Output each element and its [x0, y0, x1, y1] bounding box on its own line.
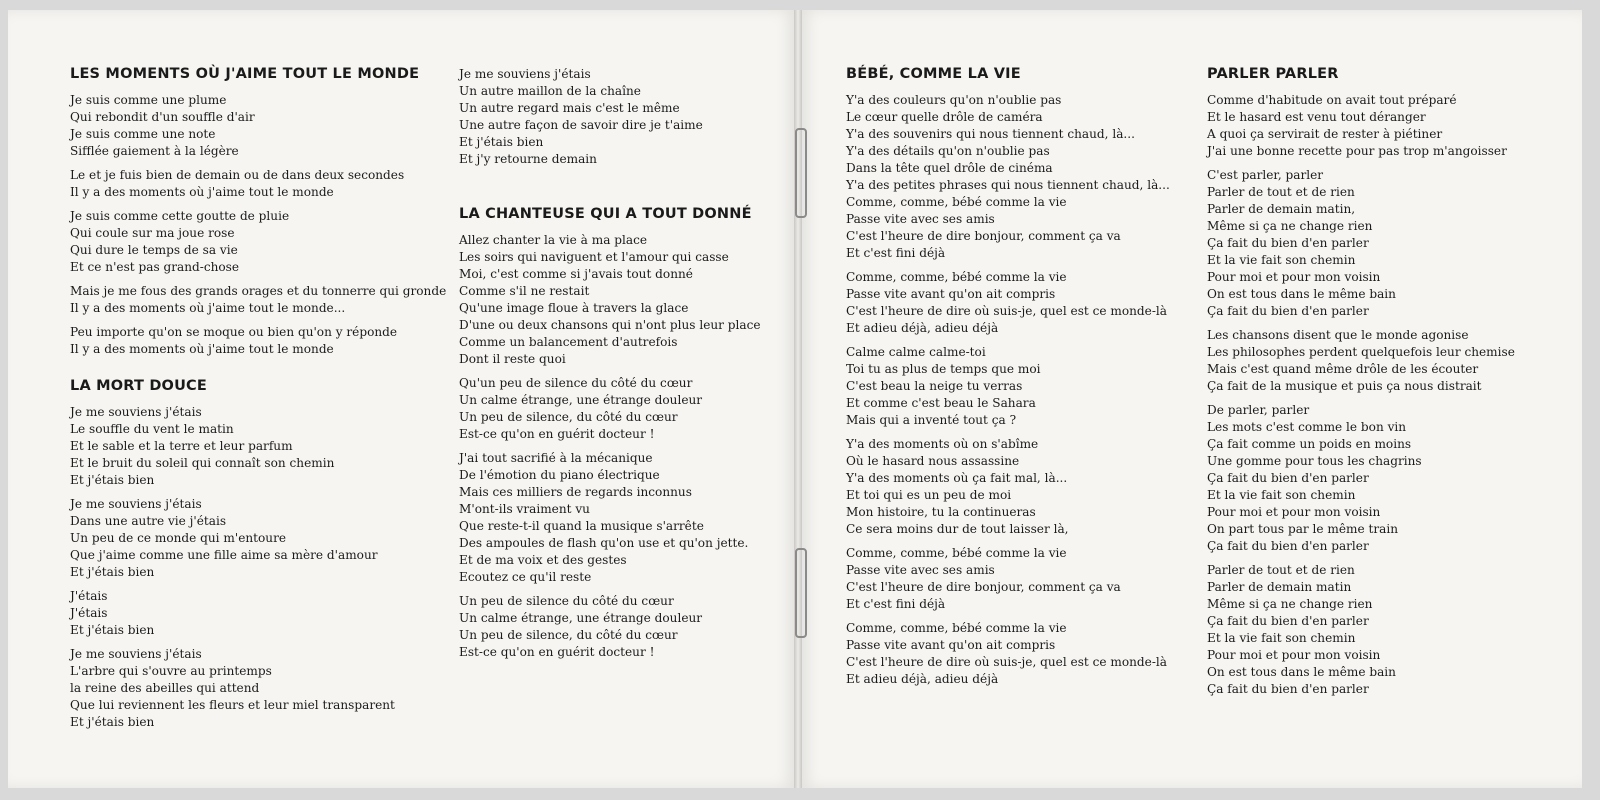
lyric-line: Et comme c'est beau le Sahara [846, 396, 1036, 410]
lyric-line: Que lui reviennent les fleurs et leur miel transparent [70, 698, 395, 712]
lyric-line: Y'a des moments où on s'abîme [846, 437, 1039, 451]
song-title: PARLER PARLER [1207, 66, 1339, 82]
lyric-line: Les soirs qui naviguent et l'amour qui casse [459, 250, 729, 264]
lyric-line: Ecoutez ce qu'il reste [459, 570, 592, 584]
lyric-line: Ça fait du bien d'en parler [1207, 614, 1369, 628]
lyric-line: Qui rebondit d'un souffle d'air [70, 110, 255, 124]
lyric-line: Et j'étais bien [459, 135, 544, 149]
lyric-line: Un calme étrange, une étrange douleur [459, 393, 703, 407]
lyric-line: Un peu de silence, du côté du cœur [459, 410, 678, 424]
song-lyrics [1207, 92, 1537, 698]
lyric-line: C'est beau la neige tu verras [846, 379, 1023, 393]
lyric-line: On est tous dans le même bain [1207, 665, 1396, 679]
lyric-line: Calme calme calme-toi [846, 345, 986, 359]
lyric-line: Comme s'il ne restait [459, 284, 590, 298]
stanza [70, 324, 430, 358]
lyric-line: Pour moi et pour mon voisin [1207, 270, 1381, 284]
lyric-line: Y'a des petites phrases qui nous tiennent chaud, là... [846, 178, 1170, 192]
lyric-line: Dans la tête quel drôle de cinéma [846, 161, 1053, 175]
lyric-line: Y'a des couleurs qu'on n'oublie pas [846, 93, 1062, 107]
lyric-line: Et j'étais bien [70, 715, 155, 729]
lyric-line: Dont il reste quoi [459, 352, 566, 366]
lyric-line: Ça fait du bien d'en parler [1207, 304, 1369, 318]
lyric-line: Je me souviens j'étais [70, 405, 202, 419]
lyric-line: Un peu de ce monde qui m'entoure [70, 531, 287, 545]
lyric-line: Un autre regard mais c'est le même [459, 101, 680, 115]
lyric-line: Parler de demain matin [1207, 580, 1352, 594]
lyric-line: Le souffle du vent le matin [70, 422, 234, 436]
lyric-line: Je me souviens j'étais [70, 497, 202, 511]
lyric-line: Les mots c'est comme le bon vin [1207, 420, 1407, 434]
lyric-line: Et adieu déjà, adieu déjà [846, 672, 999, 686]
stanza [1207, 562, 1537, 698]
lyric-line: A quoi ça servirait de rester à piétiner [1207, 127, 1443, 141]
stanza [70, 588, 430, 639]
lyric-line: Mais qui a inventé tout ça ? [846, 413, 1017, 427]
lyric-line: Et adieu déjà, adieu déjà [846, 321, 999, 335]
lyric-line: Une gomme pour tous les chagrins [1207, 454, 1422, 468]
lyric-line: Est-ce qu'on en guérit docteur ! [459, 645, 655, 659]
lyric-line: Et de ma voix et des gestes [459, 553, 627, 567]
stanza [846, 92, 1176, 262]
lyric-line: Qu'une image floue à travers la glace [459, 301, 689, 315]
lyric-line: Parler de tout et de rien [1207, 185, 1355, 199]
lyric-line: Parler de demain matin, [1207, 202, 1356, 216]
song-title: LES MOMENTS OÙ J'AIME TOUT LE MONDE [70, 66, 420, 82]
lyric-line: Je me souviens j'étais [459, 67, 591, 81]
stanza [1207, 402, 1537, 555]
lyric-line: Passe vite avec ses amis [846, 563, 995, 577]
lyric-line: J'étais [70, 606, 108, 620]
lyric-line: Parler de tout et de rien [1207, 563, 1355, 577]
stanza [1207, 92, 1537, 160]
lyric-line: J'étais [70, 589, 108, 603]
lyric-line: Y'a des détails qu'on n'oublie pas [846, 144, 1050, 158]
lyric-line: C'est parler, parler [1207, 168, 1324, 182]
lyric-line: Passe vite avant qu'on ait compris [846, 638, 1056, 652]
lyric-line: C'est l'heure de dire où suis-je, quel est ce monde-là [846, 304, 1167, 318]
booklet-spine [794, 10, 802, 788]
lyric-line: Est-ce qu'on en guérit docteur ! [459, 427, 655, 441]
stanza [846, 545, 1176, 613]
stanza [70, 404, 430, 489]
lyric-line: Passe vite avec ses amis [846, 212, 995, 226]
stanza [459, 375, 779, 443]
lyric-line: Et le sable et la terre et leur parfum [70, 439, 293, 453]
lyric-line: Qui coule sur ma joue rose [70, 226, 235, 240]
lyric-line: Et toi qui es un peu de moi [846, 488, 1012, 502]
lyric-line: De parler, parler [1207, 403, 1310, 417]
lyric-line: Ça fait du bien d'en parler [1207, 682, 1369, 696]
lyric-line: Et le bruit du soleil qui connaît son chemin [70, 456, 335, 470]
lyric-line: Allez chanter la vie à ma place [459, 233, 647, 247]
stanza [459, 66, 779, 168]
lyric-line: Comme, comme, bébé comme la vie [846, 195, 1067, 209]
lyric-line: De l'émotion du piano électrique [459, 468, 660, 482]
lyric-line: Mais je me fous des grands orages et du tonnerre qui gronde [70, 284, 447, 298]
song-parler [1207, 66, 1537, 698]
lyric-line: Et j'étais bien [70, 473, 155, 487]
lyric-line: Un autre maillon de la chaîne [459, 84, 641, 98]
lyric-line: Et c'est fini déjà [846, 246, 946, 260]
lyric-line: Les chansons disent que le monde agonise [1207, 328, 1469, 342]
song-lyrics [459, 232, 779, 661]
column-3 [846, 66, 1176, 708]
lyric-line: Et le hasard est venu tout déranger [1207, 110, 1426, 124]
stanza [70, 283, 447, 317]
lyric-line: Je me souviens j'étais [70, 647, 202, 661]
lyric-line: Et la vie fait son chemin [1207, 253, 1356, 267]
lyric-line: Je suis comme une note [70, 127, 216, 141]
stanza [459, 450, 779, 586]
lyric-line: Passe vite avant qu'on ait compris [846, 287, 1056, 301]
lyric-line: On part tous par le même train [1207, 522, 1399, 536]
lyric-line: Peu importe qu'on se moque ou bien qu'on y réponde [70, 325, 398, 339]
lyric-line: Y'a des souvenirs qui nous tiennent chaud, là... [846, 127, 1135, 141]
column-4 [1207, 66, 1537, 718]
lyric-line: Des ampoules de flash qu'on use et qu'on jette. [459, 536, 749, 550]
stanza [459, 232, 779, 368]
song-moments [70, 66, 447, 358]
lyric-line: Le et je fuis bien de demain ou de dans deux secondes [70, 168, 405, 182]
lyric-line: Mais c'est quand même drôle de les écouter [1207, 362, 1479, 376]
song-chanteuse [459, 206, 779, 661]
lyric-line: Un calme étrange, une étrange douleur [459, 611, 703, 625]
lyric-line: Comme, comme, bébé comme la vie [846, 546, 1067, 560]
lyric-line: Pour moi et pour mon voisin [1207, 648, 1381, 662]
lyric-line: C'est l'heure de dire bonjour, comment ça va [846, 229, 1121, 243]
lyric-line: Et j'étais bien [70, 565, 155, 579]
lyric-line: la reine des abeilles qui attend [70, 681, 260, 695]
lyric-line: Je suis comme cette goutte de pluie [70, 209, 290, 223]
lyric-line: J'ai une bonne recette pour pas trop m'angoisser [1207, 144, 1507, 158]
lyric-line: Comme d'habitude on avait tout préparé [1207, 93, 1457, 107]
lyric-line: Je suis comme une plume [70, 93, 227, 107]
lyric-line: Ça fait de la musique et puis ça nous distrait [1207, 379, 1482, 393]
lyric-line: Pour moi et pour mon voisin [1207, 505, 1381, 519]
song-mort-douce [70, 378, 430, 731]
lyric-line: Qu'un peu de silence du côté du cœur [459, 376, 693, 390]
lyric-line: Et c'est fini déjà [846, 597, 946, 611]
lyric-line: L'arbre qui s'ouvre au printemps [70, 664, 272, 678]
lyric-line: Ça fait du bien d'en parler [1207, 471, 1369, 485]
song-lyrics [846, 92, 1176, 688]
staple-top [795, 128, 807, 218]
lyric-line: On est tous dans le même bain [1207, 287, 1396, 301]
song-bebe [846, 66, 1176, 688]
stanza [459, 593, 779, 661]
song-lyrics [70, 92, 447, 358]
column-1 [70, 66, 447, 751]
lyric-line: Il y a des moments où j'aime tout le monde [70, 342, 334, 356]
lyric-line: Sifflée gaiement à la légère [70, 144, 239, 158]
lyric-line: Que j'aime comme une fille aime sa mère d'amour [70, 548, 378, 562]
lyric-line: Un peu de silence du côté du cœur [459, 594, 674, 608]
stanza [70, 496, 430, 581]
song-title: LA CHANTEUSE QUI A TOUT DONNÉ [459, 206, 752, 222]
lyric-line: Et la vie fait son chemin [1207, 488, 1356, 502]
lyric-line: Comme, comme, bébé comme la vie [846, 270, 1067, 284]
lyric-line: Une autre façon de savoir dire je t'aime [459, 118, 703, 132]
stanza [1207, 167, 1537, 320]
lyric-line: Ça fait du bien d'en parler [1207, 236, 1369, 250]
lyric-line: C'est l'heure de dire où suis-je, quel est ce monde-là [846, 655, 1167, 669]
stanza [70, 646, 430, 731]
lyric-line: Ça fait comme un poids en moins [1207, 437, 1412, 451]
staple-bottom [795, 548, 807, 638]
lyric-line: J'ai tout sacrifié à la mécanique [459, 451, 653, 465]
lyric-line: Où le hasard nous assassine [846, 454, 1020, 468]
song-title: LA MORT DOUCE [70, 378, 208, 394]
song-lyrics [70, 404, 430, 731]
lyric-line: Il y a des moments où j'aime tout le monde [70, 185, 334, 199]
lyric-line: Le cœur quelle drôle de caméra [846, 110, 1043, 124]
stanza [70, 208, 430, 276]
lyric-line: Et ce n'est pas grand-chose [70, 260, 240, 274]
lyric-line: Ce sera moins dur de tout laisser là, [846, 522, 1069, 536]
lyric-line: Que reste-t-il quand la musique s'arrête [459, 519, 704, 533]
lyric-line: M'ont-ils vraiment vu [459, 502, 590, 516]
lyric-line: Il y a des moments où j'aime tout le monde... [70, 301, 346, 315]
stanza [70, 92, 430, 160]
lyric-line: Mon histoire, tu la continueras [846, 505, 1036, 519]
lyric-line: Y'a des moments où ça fait mal, là... [846, 471, 1068, 485]
lyric-line: Et la vie fait son chemin [1207, 631, 1356, 645]
stanza [1207, 327, 1537, 395]
lyric-line: Ça fait du bien d'en parler [1207, 539, 1369, 553]
lyric-line: Mais ces milliers de regards inconnus [459, 485, 692, 499]
stanza [846, 269, 1176, 337]
lyric-line: Même si ça ne change rien [1207, 597, 1373, 611]
lyric-line: Dans une autre vie j'étais [70, 514, 227, 528]
stanza [70, 167, 430, 201]
stanza [846, 620, 1176, 688]
lyric-line: Comme un balancement d'autrefois [459, 335, 678, 349]
lyric-line: Un peu de silence, du côté du cœur [459, 628, 678, 642]
lyric-line: Qui dure le temps de sa vie [70, 243, 238, 257]
lyric-line: Et j'y retourne demain [459, 152, 597, 166]
lyric-line: Même si ça ne change rien [1207, 219, 1373, 233]
stanza [846, 344, 1176, 429]
column-2 [459, 66, 779, 681]
stanza [846, 436, 1176, 538]
song-lyrics [459, 66, 779, 168]
lyric-line: Comme, comme, bébé comme la vie [846, 621, 1067, 635]
song-title: BÉBÉ, COMME LA VIE [846, 66, 1021, 82]
lyric-line: Les philosophes perdent quelquefois leur chemise [1207, 345, 1515, 359]
lyric-line: C'est l'heure de dire bonjour, comment ça va [846, 580, 1121, 594]
lyric-line: Toi tu as plus de temps que moi [846, 362, 1041, 376]
lyric-line: D'une ou deux chansons qui n'ont plus leur place [459, 318, 761, 332]
lyric-line: Moi, c'est comme si j'avais tout donné [459, 267, 693, 281]
lyric-line: Et j'étais bien [70, 623, 155, 637]
song-mort-douce-continued [459, 66, 779, 168]
